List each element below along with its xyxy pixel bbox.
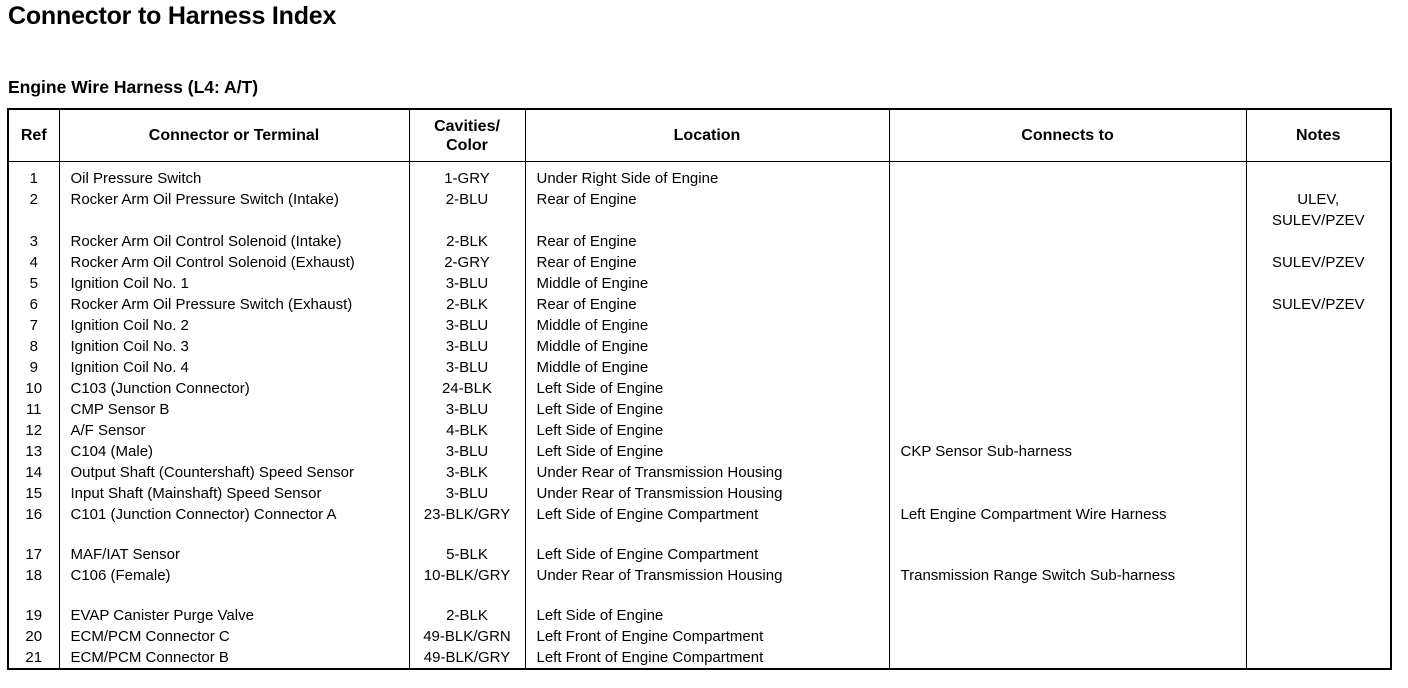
header-cavities (409, 109, 525, 162)
cavities-cell: 2-BLK (409, 231, 525, 252)
ref-cell: 15 (8, 483, 59, 504)
connector-cell: Ignition Coil No. 4 (59, 357, 409, 378)
location-cell: Under Right Side of Engine (525, 162, 889, 190)
ref-cell: 9 (8, 357, 59, 378)
table-row (8, 273, 1391, 294)
cavities-cell: 3-BLK (409, 462, 525, 483)
ref-cell: 13 (8, 441, 59, 462)
header-location: Location (525, 109, 889, 162)
table-row (8, 483, 1391, 504)
connector-cell: Rocker Arm Oil Pressure Switch (Exhaust) (59, 294, 409, 315)
location-cell: Left Front of Engine Compartment (525, 626, 889, 647)
ref-cell: 17 (8, 544, 59, 565)
cavities-cell: 3-BLU (409, 273, 525, 294)
location-cell: Middle of Engine (525, 315, 889, 336)
connector-cell: Rocker Arm Oil Control Solenoid (Intake) (59, 231, 409, 252)
connects-to-cell (889, 162, 1246, 190)
cavities-cell: 23-BLK/GRY (409, 504, 525, 544)
page-title: Connector to Harness Index (8, 2, 337, 30)
notes-line: ULEV, (1297, 191, 1340, 208)
table-row (8, 647, 1391, 669)
notes-cell (1246, 231, 1391, 252)
notes-cell (1246, 294, 1391, 315)
header-ref: Ref (8, 109, 59, 162)
header-cavities-line2: Color (446, 136, 488, 154)
header-notes: Notes (1246, 109, 1391, 162)
location-cell: Rear of Engine (525, 189, 889, 231)
ref-cell: 1 (8, 162, 59, 190)
connector-cell: C106 (Female) (59, 565, 409, 605)
cavities-cell: 3-BLU (409, 483, 525, 504)
connects-to-cell (889, 252, 1246, 273)
connects-to-cell (889, 336, 1246, 357)
notes-cell (1246, 399, 1391, 420)
cavities-cell: 4-BLK (409, 420, 525, 441)
table-row (8, 189, 1391, 231)
cavities-cell: 10-BLK/GRY (409, 565, 525, 605)
notes-cell (1246, 315, 1391, 336)
connects-to-cell: Transmission Range Switch Sub-harness (889, 565, 1246, 605)
cavities-cell: 3-BLU (409, 357, 525, 378)
notes-cell (1246, 336, 1391, 357)
location-cell: Left Side of Engine Compartment (525, 544, 889, 565)
location-cell: Left Side of Engine Compartment (525, 504, 889, 544)
cavities-cell: 5-BLK (409, 544, 525, 565)
connector-cell: Rocker Arm Oil Pressure Switch (Intake) (59, 189, 409, 231)
cavities-cell: 2-GRY (409, 252, 525, 273)
ref-cell: 8 (8, 336, 59, 357)
location-cell: Left Side of Engine (525, 441, 889, 462)
connector-cell: C104 (Male) (59, 441, 409, 462)
connector-cell: ECM/PCM Connector B (59, 647, 409, 669)
ref-cell: 11 (8, 399, 59, 420)
connects-to-cell (889, 231, 1246, 252)
location-cell: Left Side of Engine (525, 399, 889, 420)
table-row (8, 420, 1391, 441)
ref-cell: 18 (8, 565, 59, 605)
connects-to-cell (889, 399, 1246, 420)
cavities-cell: 49-BLK/GRY (409, 647, 525, 669)
notes-cell (1246, 357, 1391, 378)
location-cell: Under Rear of Transmission Housing (525, 462, 889, 483)
header-cavities-line1: Cavities/ (434, 117, 500, 135)
ref-cell: 20 (8, 626, 59, 647)
notes-line: SULEV/PZEV (1271, 212, 1365, 229)
ref-cell: 21 (8, 647, 59, 669)
table-row (8, 231, 1391, 252)
connector-cell: A/F Sensor (59, 420, 409, 441)
table-row (8, 441, 1391, 462)
notes-cell (1246, 162, 1391, 190)
table-row (8, 504, 1391, 544)
notes-cell (1246, 483, 1391, 504)
connector-cell: C101 (Junction Connector) Connector A (59, 504, 409, 544)
cavities-cell: 2-BLU (409, 189, 525, 231)
table-row (8, 626, 1391, 647)
header-connector: Connector or Terminal (59, 109, 409, 162)
connects-to-cell (889, 294, 1246, 315)
connects-to-cell (889, 605, 1246, 626)
notes-cell (1246, 441, 1391, 462)
table-row (8, 336, 1391, 357)
connector-cell: Output Shaft (Countershaft) Speed Sensor (59, 462, 409, 483)
notes-cell (1246, 504, 1391, 544)
header-connects-to: Connects to (889, 109, 1246, 162)
ref-cell: 14 (8, 462, 59, 483)
connector-cell: Oil Pressure Switch (59, 162, 409, 190)
ref-cell: 6 (8, 294, 59, 315)
connects-to-cell (889, 378, 1246, 399)
location-cell: Middle of Engine (525, 357, 889, 378)
notes-cell (1246, 252, 1391, 273)
cavities-cell: 2-BLK (409, 294, 525, 315)
connector-cell: Input Shaft (Mainshaft) Speed Sensor (59, 483, 409, 504)
notes-cell (1246, 647, 1391, 669)
table-row (8, 565, 1391, 605)
location-cell: Rear of Engine (525, 294, 889, 315)
cavities-cell: 3-BLU (409, 336, 525, 357)
connects-to-cell (889, 462, 1246, 483)
notes-cell (1246, 626, 1391, 647)
notes-cell (1246, 273, 1391, 294)
notes-cell (1246, 462, 1391, 483)
connects-to-cell (889, 357, 1246, 378)
location-cell: Rear of Engine (525, 231, 889, 252)
ref-cell: 4 (8, 252, 59, 273)
location-cell: Left Side of Engine (525, 605, 889, 626)
table-row (8, 252, 1391, 273)
location-cell: Left Side of Engine (525, 420, 889, 441)
notes-line: SULEV/PZEV (1271, 296, 1365, 313)
table-row (8, 315, 1391, 336)
connector-cell: MAF/IAT Sensor (59, 544, 409, 565)
location-cell: Rear of Engine (525, 252, 889, 273)
section-title: Engine Wire Harness (L4: A/T) (8, 77, 259, 97)
cavities-cell: 49-BLK/GRN (409, 626, 525, 647)
connector-cell: Ignition Coil No. 3 (59, 336, 409, 357)
ref-cell: 12 (8, 420, 59, 441)
notes-cell (1246, 565, 1391, 605)
cavities-cell: 1-GRY (409, 162, 525, 190)
connects-to-cell: Left Engine Compartment Wire Harness (889, 504, 1246, 544)
notes-cell (1246, 189, 1391, 231)
connects-to-cell: CKP Sensor Sub-harness (889, 441, 1246, 462)
connects-to-cell (889, 315, 1246, 336)
connector-cell: ECM/PCM Connector C (59, 626, 409, 647)
table-header-row (8, 109, 1391, 162)
table-row (8, 544, 1391, 565)
notes-cell (1246, 378, 1391, 399)
connects-to-cell (889, 273, 1246, 294)
connector-cell: Rocker Arm Oil Control Solenoid (Exhaust) (59, 252, 409, 273)
notes-cell (1246, 420, 1391, 441)
connector-cell: Ignition Coil No. 2 (59, 315, 409, 336)
table-row (8, 294, 1391, 315)
location-cell: Middle of Engine (525, 273, 889, 294)
notes-cell (1246, 605, 1391, 626)
table-row (8, 462, 1391, 483)
cavities-cell: 3-BLU (409, 315, 525, 336)
table-row (8, 399, 1391, 420)
connects-to-cell (889, 544, 1246, 565)
harness-index-table (7, 108, 1392, 670)
table-row (8, 605, 1391, 626)
ref-cell: 16 (8, 504, 59, 544)
connector-cell: EVAP Canister Purge Valve (59, 605, 409, 626)
location-cell: Middle of Engine (525, 336, 889, 357)
connects-to-cell (889, 420, 1246, 441)
connector-cell: Ignition Coil No. 1 (59, 273, 409, 294)
ref-cell: 5 (8, 273, 59, 294)
connects-to-cell (889, 626, 1246, 647)
location-cell: Under Rear of Transmission Housing (525, 565, 889, 605)
connects-to-cell (889, 647, 1246, 669)
connector-cell: CMP Sensor B (59, 399, 409, 420)
cavities-cell: 2-BLK (409, 605, 525, 626)
cavities-cell: 3-BLU (409, 441, 525, 462)
notes-line: SULEV/PZEV (1271, 254, 1365, 271)
location-cell: Left Front of Engine Compartment (525, 647, 889, 669)
cavities-cell: 24-BLK (409, 378, 525, 399)
table-row (8, 357, 1391, 378)
notes-cell (1246, 544, 1391, 565)
connector-cell: C103 (Junction Connector) (59, 378, 409, 399)
location-cell: Left Side of Engine (525, 378, 889, 399)
table-row (8, 378, 1391, 399)
location-cell: Under Rear of Transmission Housing (525, 483, 889, 504)
ref-cell: 7 (8, 315, 59, 336)
ref-cell: 10 (8, 378, 59, 399)
cavities-cell: 3-BLU (409, 399, 525, 420)
connects-to-cell (889, 483, 1246, 504)
table-row (8, 162, 1391, 190)
connects-to-cell (889, 189, 1246, 231)
ref-cell: 2 (8, 189, 59, 231)
table-body (8, 162, 1391, 670)
ref-cell: 19 (8, 605, 59, 626)
ref-cell: 3 (8, 231, 59, 252)
